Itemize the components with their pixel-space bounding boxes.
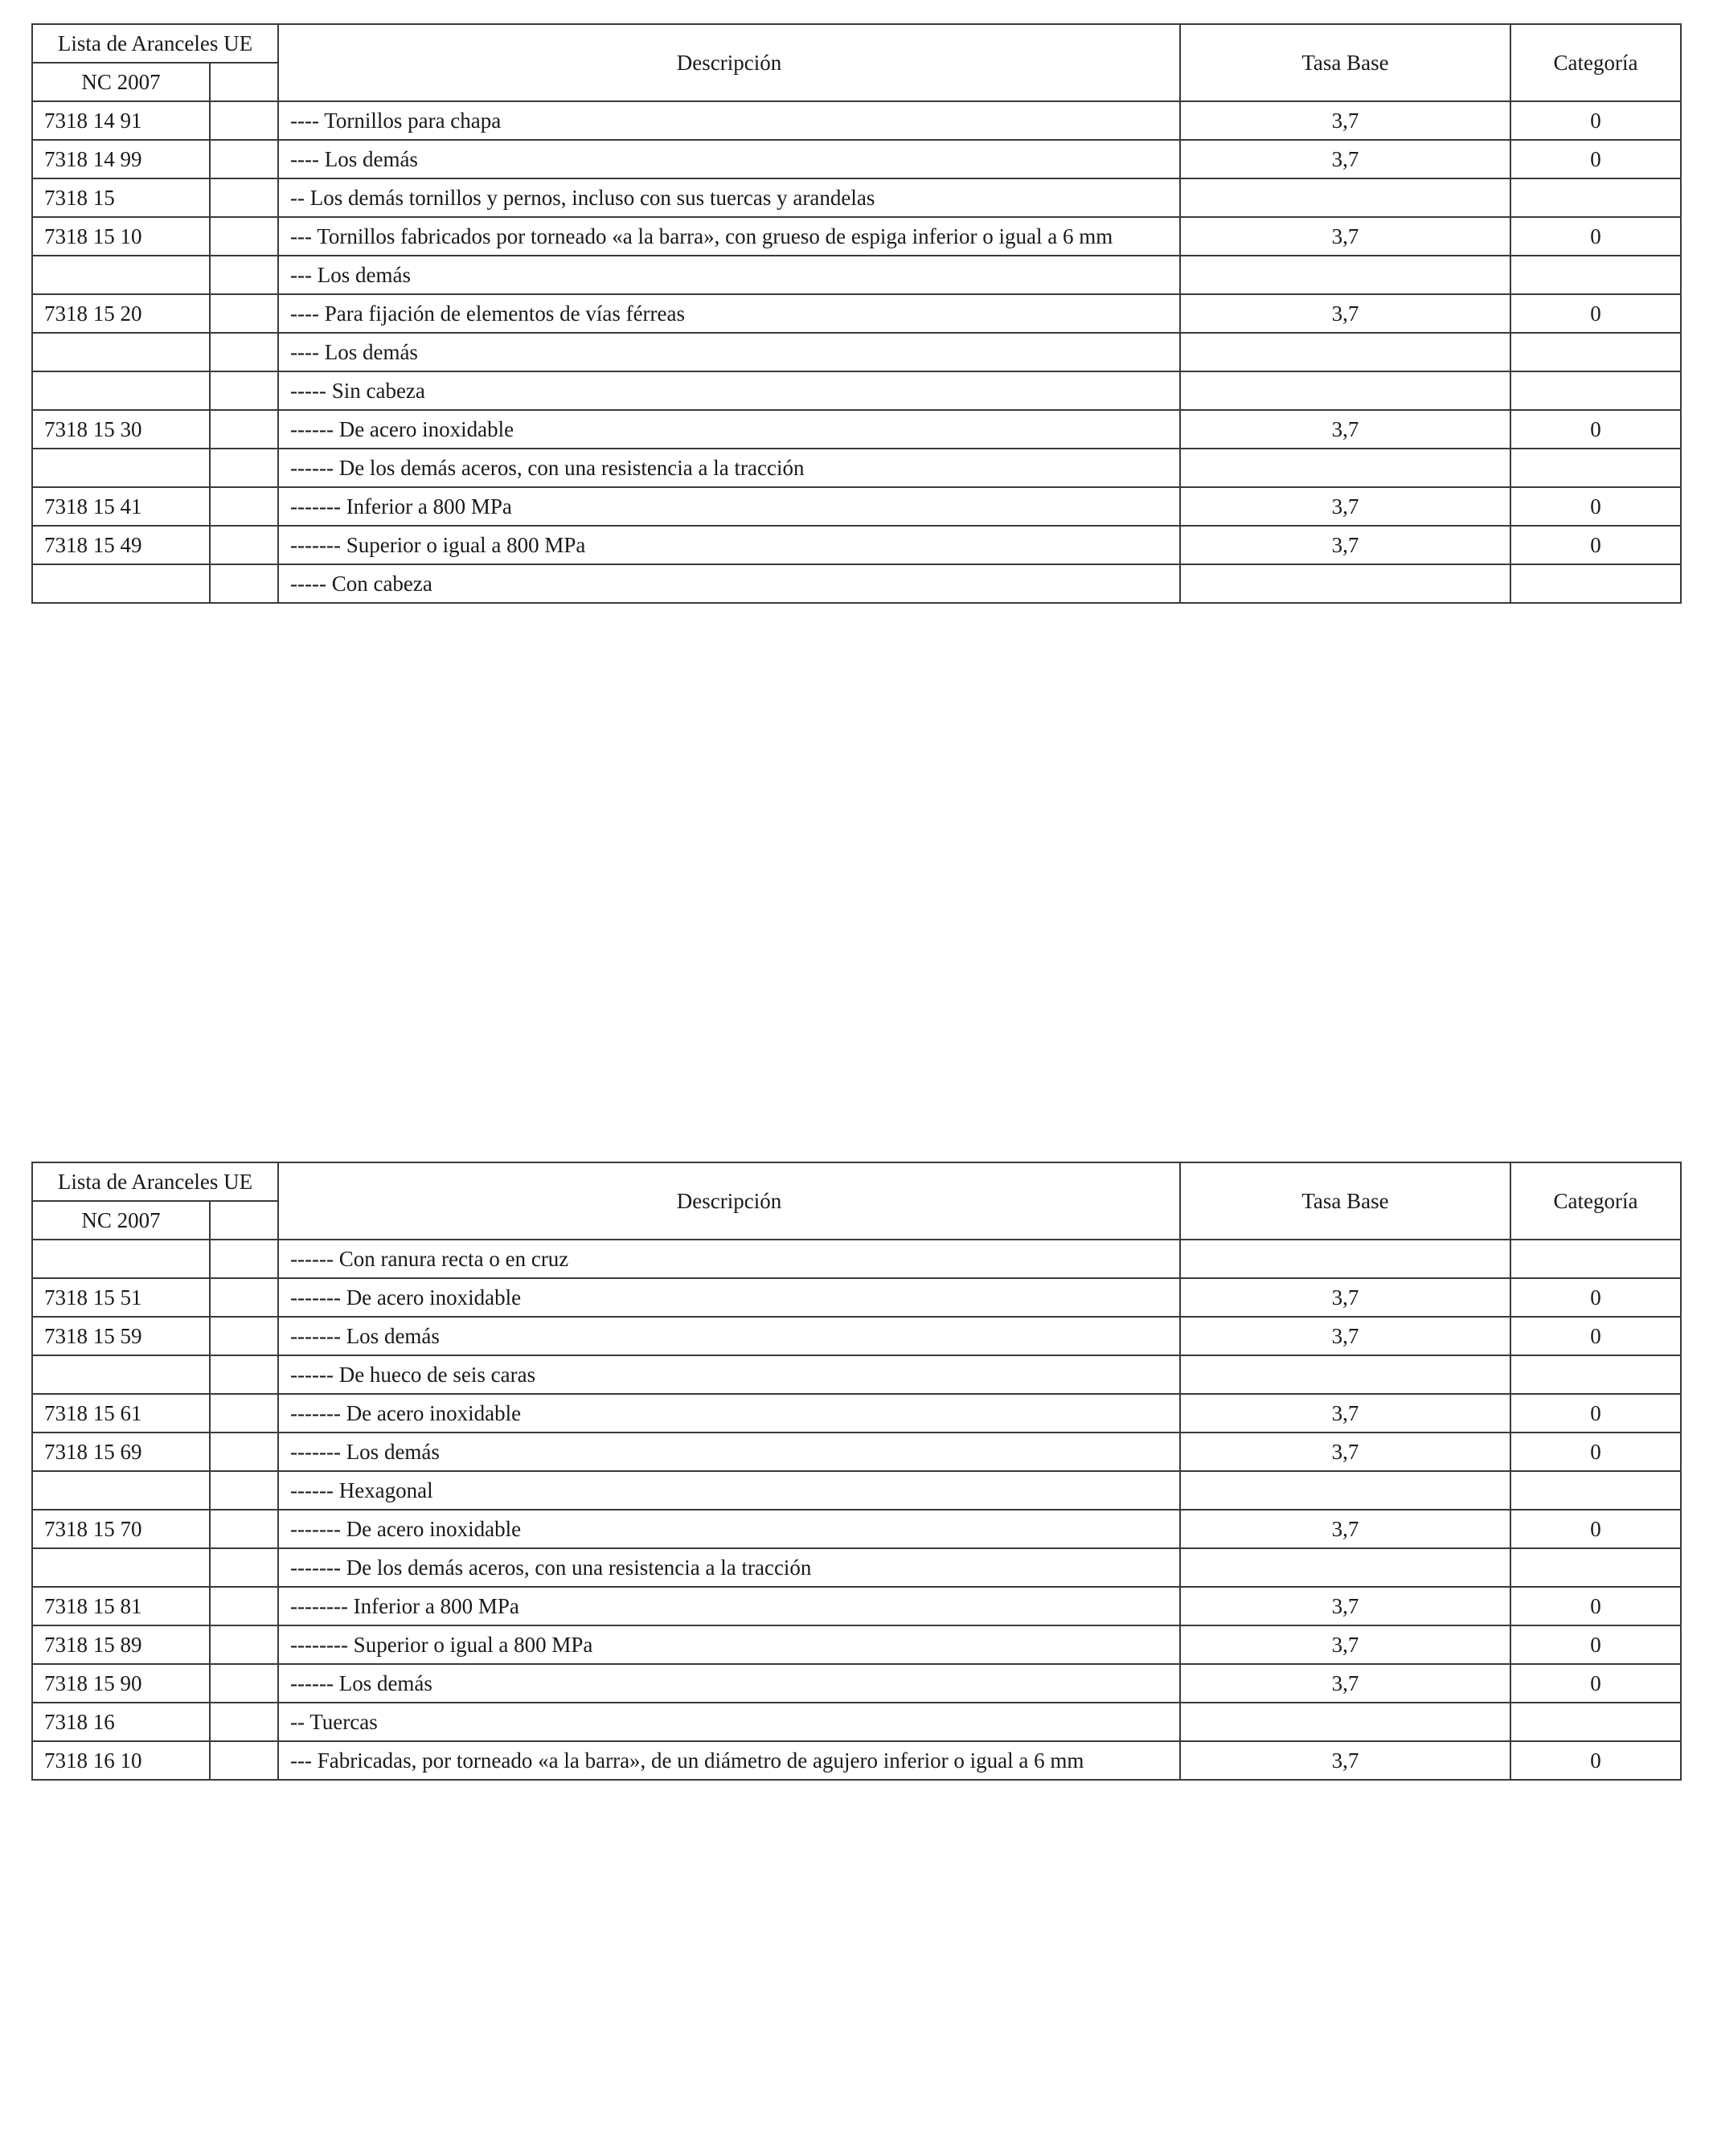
tariff-code-cell: 7318 15 81 xyxy=(32,1587,210,1625)
base-rate-cell xyxy=(1180,178,1510,217)
header-category: Categoría xyxy=(1510,24,1681,101)
tariff-code-cell xyxy=(32,1355,210,1394)
table-row xyxy=(32,1433,1681,1471)
subcode-cell xyxy=(210,294,278,333)
table-row xyxy=(32,256,1681,294)
table-row xyxy=(32,1471,1681,1510)
base-rate-cell: 3,7 xyxy=(1180,1625,1510,1664)
table-row xyxy=(32,487,1681,526)
header-blank-cell xyxy=(210,1201,278,1240)
tariff-code-cell xyxy=(32,449,210,487)
base-rate-cell: 3,7 xyxy=(1180,526,1510,564)
description-cell: --- Los demás xyxy=(278,256,1180,294)
table-row xyxy=(32,1278,1681,1317)
subcode-cell xyxy=(210,101,278,140)
description-cell: ------ Los demás xyxy=(278,1664,1180,1703)
category-cell: 0 xyxy=(1510,294,1681,333)
category-cell xyxy=(1510,449,1681,487)
category-cell xyxy=(1510,371,1681,410)
subcode-cell xyxy=(210,1394,278,1433)
category-cell xyxy=(1510,1548,1681,1587)
header-category: Categoría xyxy=(1510,1162,1681,1240)
table-row xyxy=(32,526,1681,564)
category-cell: 0 xyxy=(1510,1664,1681,1703)
table-row xyxy=(32,1587,1681,1625)
category-cell: 0 xyxy=(1510,1510,1681,1548)
table-row xyxy=(32,1317,1681,1355)
subcode-cell xyxy=(210,1355,278,1394)
table-row xyxy=(32,371,1681,410)
category-cell: 0 xyxy=(1510,1433,1681,1471)
subcode-cell xyxy=(210,487,278,526)
description-cell: ------- Los demás xyxy=(278,1433,1180,1471)
description-cell: --- Tornillos fabricados por torneado «a la barra», con grueso de espiga inferior o igual a 6 mm xyxy=(278,217,1180,256)
tariff-code-cell: 7318 14 91 xyxy=(32,101,210,140)
category-cell xyxy=(1510,1240,1681,1278)
table-row xyxy=(32,410,1681,449)
header-blank-cell xyxy=(210,63,278,101)
base-rate-cell: 3,7 xyxy=(1180,217,1510,256)
subcode-cell xyxy=(210,449,278,487)
header-nc-label: NC 2007 xyxy=(32,1201,210,1240)
tariff-code-cell: 7318 14 99 xyxy=(32,140,210,178)
description-cell: ------- De acero inoxidable xyxy=(278,1394,1180,1433)
tariff-table-2 xyxy=(31,1162,1682,1781)
base-rate-cell xyxy=(1180,564,1510,603)
subcode-cell xyxy=(210,1548,278,1587)
category-cell: 0 xyxy=(1510,1317,1681,1355)
subcode-cell xyxy=(210,217,278,256)
tariff-code-cell xyxy=(32,1240,210,1278)
subcode-cell xyxy=(210,178,278,217)
subcode-cell xyxy=(210,1317,278,1355)
subcode-cell xyxy=(210,1625,278,1664)
description-cell: ------ De hueco de seis caras xyxy=(278,1355,1180,1394)
description-cell: ------- Superior o igual a 800 MPa xyxy=(278,526,1180,564)
table-row xyxy=(32,1703,1681,1741)
table-header xyxy=(32,24,1681,101)
tariff-code-cell xyxy=(32,1548,210,1587)
base-rate-cell xyxy=(1180,1355,1510,1394)
tariff-code-cell: 7318 15 59 xyxy=(32,1317,210,1355)
category-cell: 0 xyxy=(1510,101,1681,140)
header-base-rate: Tasa Base xyxy=(1180,1162,1510,1240)
base-rate-cell: 3,7 xyxy=(1180,1741,1510,1780)
base-rate-cell xyxy=(1180,1471,1510,1510)
tariff-code-cell xyxy=(32,1471,210,1510)
subcode-cell xyxy=(210,1703,278,1741)
description-cell: -- Tuercas xyxy=(278,1703,1180,1741)
base-rate-cell xyxy=(1180,1240,1510,1278)
table-body xyxy=(32,101,1681,603)
base-rate-cell: 3,7 xyxy=(1180,140,1510,178)
base-rate-cell xyxy=(1180,1548,1510,1587)
table-row xyxy=(32,333,1681,371)
tariff-code-cell xyxy=(32,564,210,603)
category-cell: 0 xyxy=(1510,1741,1681,1780)
base-rate-cell: 3,7 xyxy=(1180,1317,1510,1355)
subcode-cell xyxy=(210,1278,278,1317)
tariff-code-cell: 7318 15 89 xyxy=(32,1625,210,1664)
category-cell: 0 xyxy=(1510,217,1681,256)
base-rate-cell xyxy=(1180,1703,1510,1741)
category-cell xyxy=(1510,333,1681,371)
tariff-code-cell xyxy=(32,256,210,294)
tariff-code-cell: 7318 15 49 xyxy=(32,526,210,564)
description-cell: --- Fabricadas, por torneado «a la barra», de un diámetro de agujero inferior o igual a 6 mm xyxy=(278,1741,1180,1780)
tariff-code-cell xyxy=(32,371,210,410)
tariff-code-cell: 7318 15 10 xyxy=(32,217,210,256)
header-description: Descripción xyxy=(278,24,1180,101)
tariff-code-cell: 7318 15 20 xyxy=(32,294,210,333)
table-row xyxy=(32,217,1681,256)
base-rate-cell: 3,7 xyxy=(1180,1587,1510,1625)
table-row xyxy=(32,294,1681,333)
base-rate-cell xyxy=(1180,371,1510,410)
subcode-cell xyxy=(210,371,278,410)
category-cell: 0 xyxy=(1510,1394,1681,1433)
base-rate-cell: 3,7 xyxy=(1180,1664,1510,1703)
description-cell: ---- Los demás xyxy=(278,333,1180,371)
base-rate-cell: 3,7 xyxy=(1180,410,1510,449)
subcode-cell xyxy=(210,564,278,603)
table-row xyxy=(32,178,1681,217)
subcode-cell xyxy=(210,333,278,371)
base-rate-cell: 3,7 xyxy=(1180,294,1510,333)
tariff-code-cell: 7318 15 70 xyxy=(32,1510,210,1548)
base-rate-cell: 3,7 xyxy=(1180,101,1510,140)
description-cell: -------- Inferior a 800 MPa xyxy=(278,1587,1180,1625)
subcode-cell xyxy=(210,1471,278,1510)
category-cell: 0 xyxy=(1510,526,1681,564)
table-row xyxy=(32,101,1681,140)
base-rate-cell: 3,7 xyxy=(1180,1278,1510,1317)
header-list-label: Lista de Aranceles UE xyxy=(32,24,278,63)
table-body xyxy=(32,1240,1681,1780)
category-cell: 0 xyxy=(1510,410,1681,449)
header-base-rate: Tasa Base xyxy=(1180,24,1510,101)
description-cell: ---- Los demás xyxy=(278,140,1180,178)
table-row xyxy=(32,449,1681,487)
category-cell xyxy=(1510,178,1681,217)
category-cell: 0 xyxy=(1510,140,1681,178)
base-rate-cell xyxy=(1180,333,1510,371)
description-cell: ------ Hexagonal xyxy=(278,1471,1180,1510)
subcode-cell xyxy=(210,256,278,294)
description-cell: ------ Con ranura recta o en cruz xyxy=(278,1240,1180,1278)
tariff-code-cell xyxy=(32,333,210,371)
description-cell: ----- Con cabeza xyxy=(278,564,1180,603)
subcode-cell xyxy=(210,1510,278,1548)
category-cell: 0 xyxy=(1510,487,1681,526)
table-row xyxy=(32,1664,1681,1703)
description-cell: ------ De acero inoxidable xyxy=(278,410,1180,449)
base-rate-cell: 3,7 xyxy=(1180,1510,1510,1548)
header-description: Descripción xyxy=(278,1162,1180,1240)
description-cell: ------- De los demás aceros, con una resistencia a la tracción xyxy=(278,1548,1180,1587)
subcode-cell xyxy=(210,1741,278,1780)
table-row xyxy=(32,140,1681,178)
category-cell xyxy=(1510,1703,1681,1741)
base-rate-cell: 3,7 xyxy=(1180,1394,1510,1433)
description-cell: ----- Sin cabeza xyxy=(278,371,1180,410)
description-cell: ------- Los demás xyxy=(278,1317,1180,1355)
category-cell xyxy=(1510,1471,1681,1510)
description-cell: ------- De acero inoxidable xyxy=(278,1510,1180,1548)
table-row xyxy=(32,1394,1681,1433)
subcode-cell xyxy=(210,1587,278,1625)
table-row xyxy=(32,1741,1681,1780)
table-row xyxy=(32,1355,1681,1394)
header-nc-label: NC 2007 xyxy=(32,63,210,101)
tariff-code-cell: 7318 15 41 xyxy=(32,487,210,526)
tariff-code-cell: 7318 16 xyxy=(32,1703,210,1741)
category-cell xyxy=(1510,256,1681,294)
subcode-cell xyxy=(210,1664,278,1703)
base-rate-cell: 3,7 xyxy=(1180,1433,1510,1471)
category-cell: 0 xyxy=(1510,1278,1681,1317)
description-cell: -- Los demás tornillos y pernos, incluso con sus tuercas y arandelas xyxy=(278,178,1180,217)
tariff-table-1 xyxy=(31,23,1682,604)
description-cell: ------- De acero inoxidable xyxy=(278,1278,1180,1317)
subcode-cell xyxy=(210,1433,278,1471)
table-row xyxy=(32,1240,1681,1278)
tariff-code-cell: 7318 15 51 xyxy=(32,1278,210,1317)
category-cell xyxy=(1510,1355,1681,1394)
tariff-code-cell: 7318 16 10 xyxy=(32,1741,210,1780)
category-cell: 0 xyxy=(1510,1625,1681,1664)
tariff-code-cell: 7318 15 90 xyxy=(32,1664,210,1703)
category-cell: 0 xyxy=(1510,1587,1681,1625)
description-cell: -------- Superior o igual a 800 MPa xyxy=(278,1625,1180,1664)
table-row xyxy=(32,564,1681,603)
base-rate-cell xyxy=(1180,256,1510,294)
subcode-cell xyxy=(210,410,278,449)
description-cell: ------- Inferior a 800 MPa xyxy=(278,487,1180,526)
table-row xyxy=(32,1625,1681,1664)
category-cell xyxy=(1510,564,1681,603)
description-cell: ------ De los demás aceros, con una resistencia a la tracción xyxy=(278,449,1180,487)
header-list-label: Lista de Aranceles UE xyxy=(32,1162,278,1201)
table-row xyxy=(32,1510,1681,1548)
base-rate-cell: 3,7 xyxy=(1180,487,1510,526)
subcode-cell xyxy=(210,1240,278,1278)
table-header xyxy=(32,1162,1681,1240)
subcode-cell xyxy=(210,526,278,564)
base-rate-cell xyxy=(1180,449,1510,487)
tariff-code-cell: 7318 15 61 xyxy=(32,1394,210,1433)
description-cell: ---- Para fijación de elementos de vías férreas xyxy=(278,294,1180,333)
tariff-code-cell: 7318 15 30 xyxy=(32,410,210,449)
description-cell: ---- Tornillos para chapa xyxy=(278,101,1180,140)
table-row xyxy=(32,1548,1681,1587)
tariff-code-cell: 7318 15 69 xyxy=(32,1433,210,1471)
subcode-cell xyxy=(210,140,278,178)
tariff-code-cell: 7318 15 xyxy=(32,178,210,217)
